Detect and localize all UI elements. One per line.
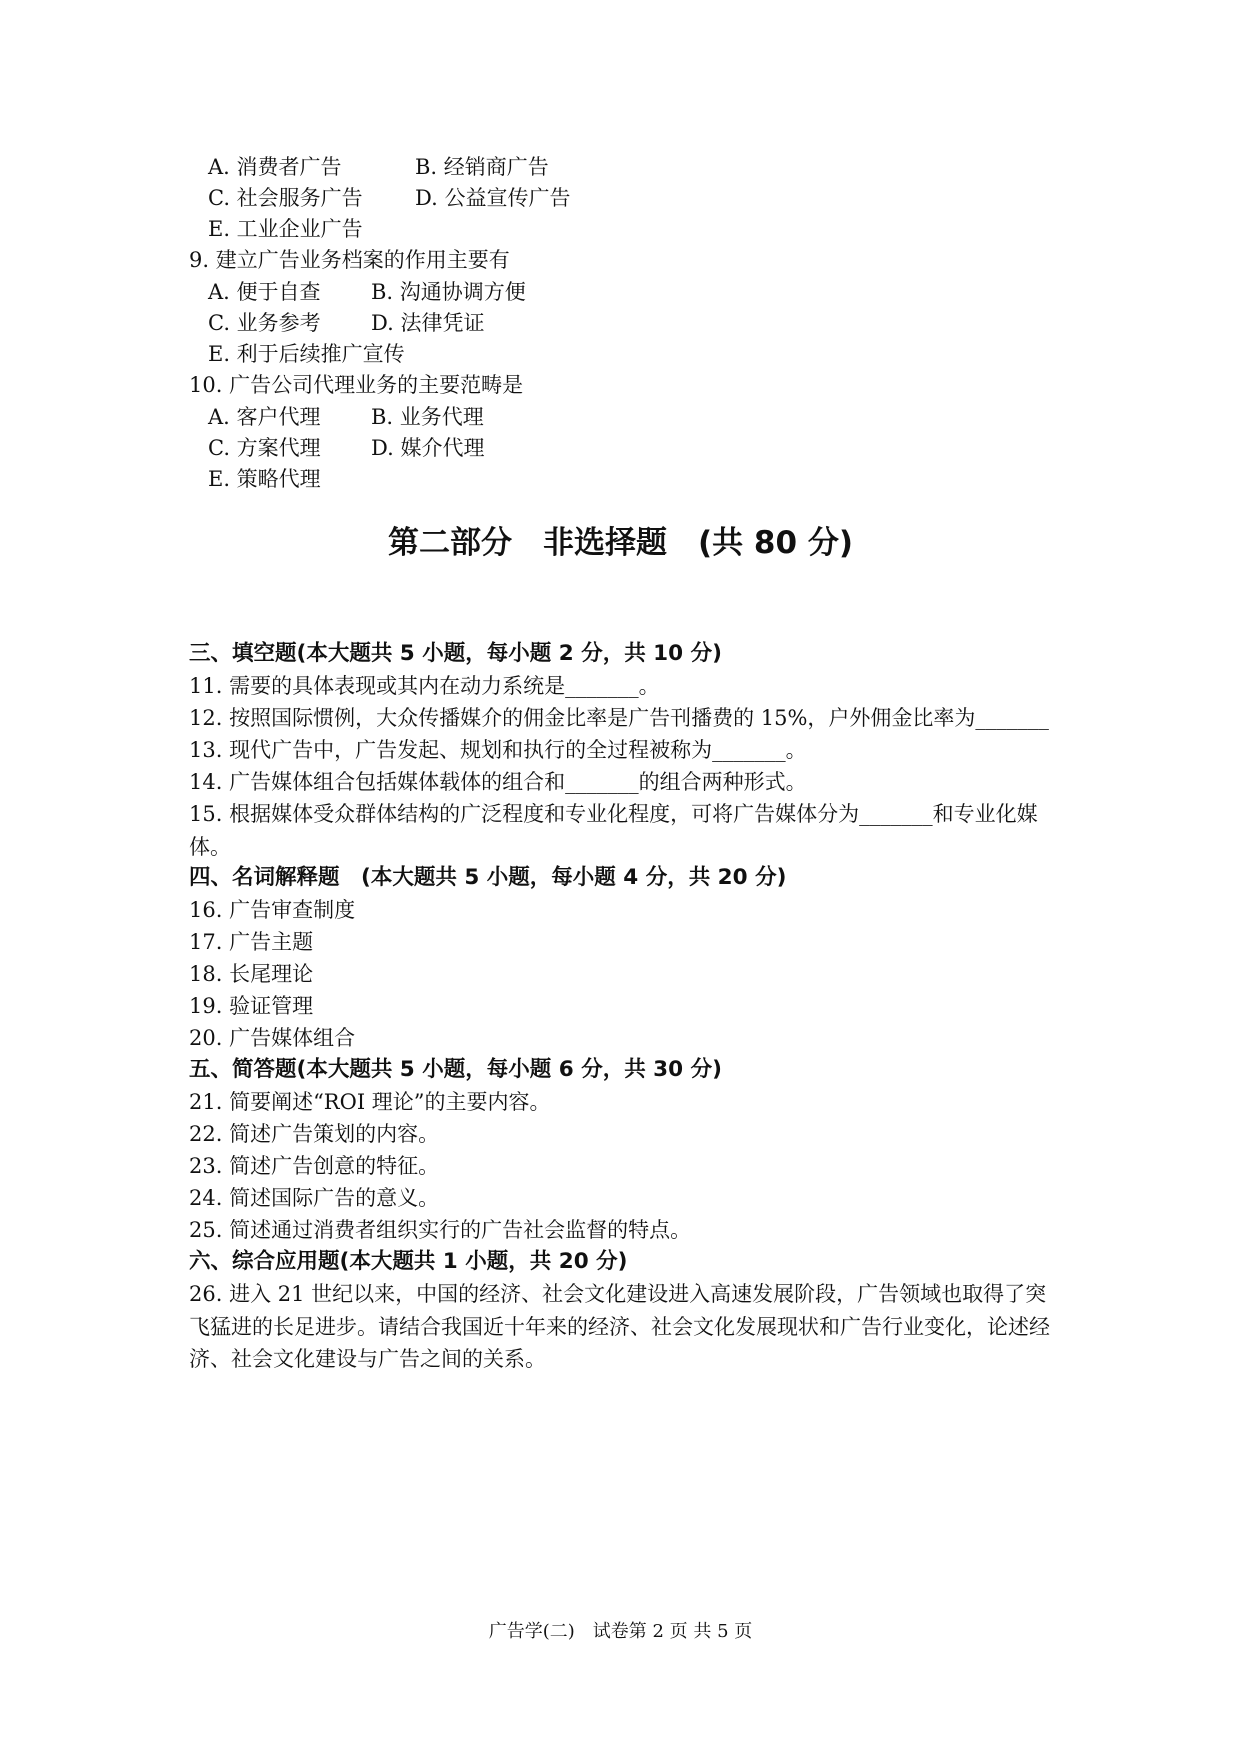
option-b: B. 沟通协调方便 xyxy=(371,280,526,304)
question-13: 13. 现代广告中，广告发起、规划和执行的全过程被称为_______。 xyxy=(189,738,807,762)
option-row xyxy=(208,182,1078,214)
page-footer: 广告学(二) 试卷第 2 页 共 5 页 xyxy=(488,1621,753,1642)
option-e: E. 策略代理 xyxy=(208,467,321,491)
list-item: 17. 广告主题 xyxy=(189,930,314,954)
section-heading: 四、名词解释题 (本大题共 5 小题，每小题 4 分，共 20 分) xyxy=(189,865,787,890)
question-15: 15. 根据媒体受众群体结构的广泛程度和专业化程度，可将广告媒体分为_______和专业化媒体。 xyxy=(189,802,1038,859)
question-10-stem: 10. 广告公司代理业务的主要范畴是 xyxy=(189,373,524,397)
list-item: 22. 简述广告策划的内容。 xyxy=(189,1122,440,1146)
option-c: C. 社会服务广告 xyxy=(208,186,363,210)
part-title: 第二部分 非选择题 (共 80 分) xyxy=(387,525,854,561)
question-9-stem: 9. 建立广告业务档案的作用主要有 xyxy=(189,248,510,272)
option-row xyxy=(208,338,1078,370)
list-item: 20. 广告媒体组合 xyxy=(189,1026,356,1050)
question-12: 12. 按照国际惯例，大众传播媒介的佣金比率是广告刊播费的 15%，户外佣金比率为_______ xyxy=(189,706,1049,730)
option-a: A. 客户代理 xyxy=(208,405,321,429)
option-row xyxy=(208,276,1078,308)
option-row xyxy=(208,307,1078,339)
section-heading: 五、简答题(本大题共 5 小题，每小题 6 分，共 30 分) xyxy=(189,1057,722,1082)
option-b: B. 业务代理 xyxy=(371,405,484,429)
option-c: C. 方案代理 xyxy=(208,436,321,460)
option-b: B. 经销商广告 xyxy=(415,155,549,179)
option-e: E. 工业企业广告 xyxy=(208,217,363,241)
option-a: A. 消费者广告 xyxy=(208,155,342,179)
option-e: E. 利于后续推广宣传 xyxy=(208,342,405,366)
list-item: 24. 简述国际广告的意义。 xyxy=(189,1186,440,1210)
option-row xyxy=(208,401,1078,433)
option-a: A. 便于自查 xyxy=(208,280,321,304)
option-c: C. 业务参考 xyxy=(208,311,321,335)
option-row xyxy=(208,213,1078,245)
section-heading: 三、填空题(本大题共 5 小题，每小题 2 分，共 10 分) xyxy=(189,641,722,666)
list-item: 23. 简述广告创意的特征。 xyxy=(189,1154,440,1178)
section-heading: 六、综合应用题(本大题共 1 小题，共 20 分) xyxy=(189,1249,628,1274)
list-item: 16. 广告审查制度 xyxy=(189,898,356,922)
option-row xyxy=(208,432,1078,464)
list-item: 25. 简述通过消费者组织实行的广告社会监督的特点。 xyxy=(189,1218,692,1242)
option-d: D. 公益宣传广告 xyxy=(415,186,571,210)
option-d: D. 法律凭证 xyxy=(371,311,485,335)
list-item: 18. 长尾理论 xyxy=(189,962,314,986)
list-item: 21. 简要阐述“ROI 理论”的主要内容。 xyxy=(189,1090,551,1114)
question-14: 14. 广告媒体组合包括媒体载体的组合和_______的组合两种形式。 xyxy=(189,770,807,794)
option-row xyxy=(208,151,1078,183)
option-d: D. 媒介代理 xyxy=(371,436,485,460)
question-11: 11. 需要的具体表现或其内在动力系统是_______。 xyxy=(189,674,660,698)
question-26: 26. 进入 21 世纪以来，中国的经济、社会文化建设进入高速发展阶段，广告领域也取得了突飞猛进的长足进步。请结合我国近十年来的经济、社会文化发展现状和广告行业变化，论述经济、社会文化建设与广告之间的关系。 xyxy=(189,1282,1050,1371)
list-item: 19. 验证管理 xyxy=(189,994,314,1018)
option-row xyxy=(208,463,1078,495)
